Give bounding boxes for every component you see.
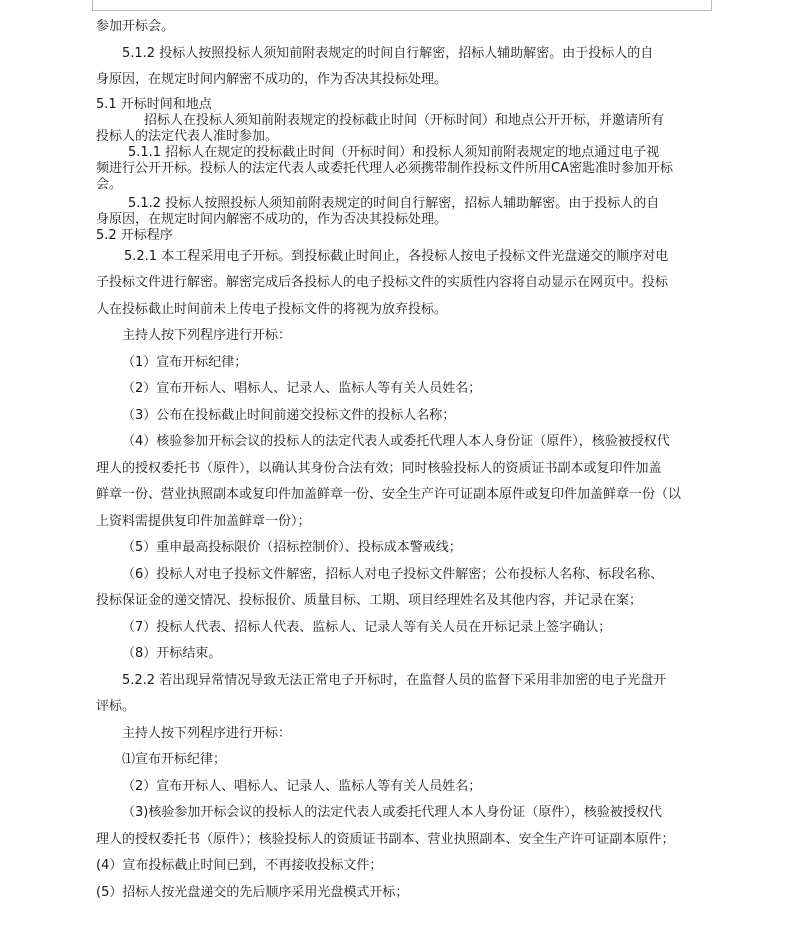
page-top-border — [92, 0, 712, 11]
paragraph-line: 主持人按下列程序进行开标： — [122, 328, 292, 343]
list-item: （8）开标结束。 — [122, 646, 222, 661]
paragraph-line: 会。 — [96, 176, 123, 192]
paragraph-line: 人在投标截止时间前未上传电子投标文件的将视为放弃投标。 — [96, 301, 448, 317]
paragraph-line: 主持人按下列程序进行开标： — [122, 725, 292, 741]
list-item: （3）公布在投标截止时间前递交投标文件的投标人名称； — [122, 407, 456, 423]
paragraph-line: 参加开标会。 — [96, 19, 175, 34]
paragraph-line: 子投标文件进行解密。解密完成后各投标人的电子投标文件的实质性内容将自动显示在网页中。投标 — [96, 275, 669, 290]
list-item: （6）投标人对电子投标文件解密，招标人对电子投标文件解密；公布投标人名称、标段名称、 — [122, 566, 664, 582]
paragraph-line: 鲜章一份、营业执照副本或复印件加盖鲜章一份、安全生产许可证副本原件或复印件加盖鲜章一份（以 — [96, 487, 682, 502]
paragraph-line: 身原因，在规定时间内解密不成功的，作为否决其投标处理。 — [96, 72, 448, 87]
paragraph-line: 5.1.2 投标人按照投标人须知前附表规定的时间自行解密，招标人辅助解密。由于投标人的自 — [128, 195, 660, 211]
section-heading: 5.1 开标时间和地点 — [96, 96, 212, 112]
list-item: （3)核验参加开标会议的投标人的法定代表人或委托代理人本人身份证（原件），核验被授权代 — [122, 805, 662, 820]
paragraph-line: 评标。 — [96, 699, 136, 714]
document-page — [96, 14, 710, 906]
paragraph-line: 上资料需提供复印件加盖鲜章一份）； — [96, 513, 311, 529]
paragraph-line: 投标保证金的递交情况、投标报价、质量目标、工期、项目经理姓名及其他内容，并记录在案； — [96, 593, 643, 608]
paragraph-line: 理人的授权委托书（原件），以确认其身份合法有效；同时核验投标人的资质证书副本或复印件加盖 — [96, 460, 662, 476]
list-item: （2）宣布开标人、唱标人、记录人、监标人等有关人员姓名； — [122, 778, 482, 794]
list-item: （2）宣布开标人、唱标人、记录人、监标人等有关人员姓名； — [122, 381, 482, 396]
section-heading: 5.2 开标程序 — [96, 227, 173, 243]
list-item: （5）重申最高投标限价（招标控制价）、投标成本警戒线； — [122, 540, 462, 555]
paragraph-line: 投标人的法定代表人准时参加。 — [96, 128, 279, 144]
paragraph-line: 身原因，在规定时间内解密不成功的，作为否决其投标处理。 — [96, 211, 448, 227]
paragraph-line: 5.1.1 招标人在规定的投标截止时间（开标时间）和投标人须知前附表规定的地点通过电子视 — [128, 144, 660, 160]
list-item: ⑴宣布开标纪律； — [122, 752, 227, 767]
paragraph-line: 招标人在投标人须知前附表规定的投标截止时间（开标时间）和地点公开开标，并邀请所有 — [144, 112, 665, 128]
list-item: (5）招标人按光盘递交的先后顺序采用光盘模式开标； — [96, 884, 409, 900]
paragraph-line: 5.1.2 投标人按照投标人须知前附表规定的时间自行解密，招标人辅助解密。由于投标人的自 — [122, 45, 654, 61]
paragraph-line: 频进行公开开标。投标人的法定代表人或委托代理人必须携带制作投标文件所用CA密匙准时参加开标 — [96, 160, 673, 176]
list-item: （4）核验参加开标会议的投标人的法定代表人或委托代理人本人身份证（原件），核验被授权代 — [122, 434, 670, 449]
paragraph-line: 5.2.2 若出现异常情况导致无法正常电子开标时，在监督人员的监督下采用非加密的电子光盘开 — [122, 672, 667, 688]
list-item: （1）宣布开标纪律； — [122, 354, 248, 370]
list-item: (4）宣布投标截止时间已到，不再接收投标文件； — [96, 858, 383, 873]
paragraph-line: 理人的授权委托书（原件）；核验投标人的资质证书副本、营业执照副本、安全生产许可证副本原件； — [96, 831, 675, 847]
list-item: （7）投标人代表、招标人代表、监标人、记录人等有关人员在开标记录上签字确认； — [122, 619, 612, 635]
paragraph-line: 5.2.1 本工程采用电子开标。到投标截止时间止，各投标人按电子投标文件光盘递交的顺序对电 — [124, 248, 669, 264]
